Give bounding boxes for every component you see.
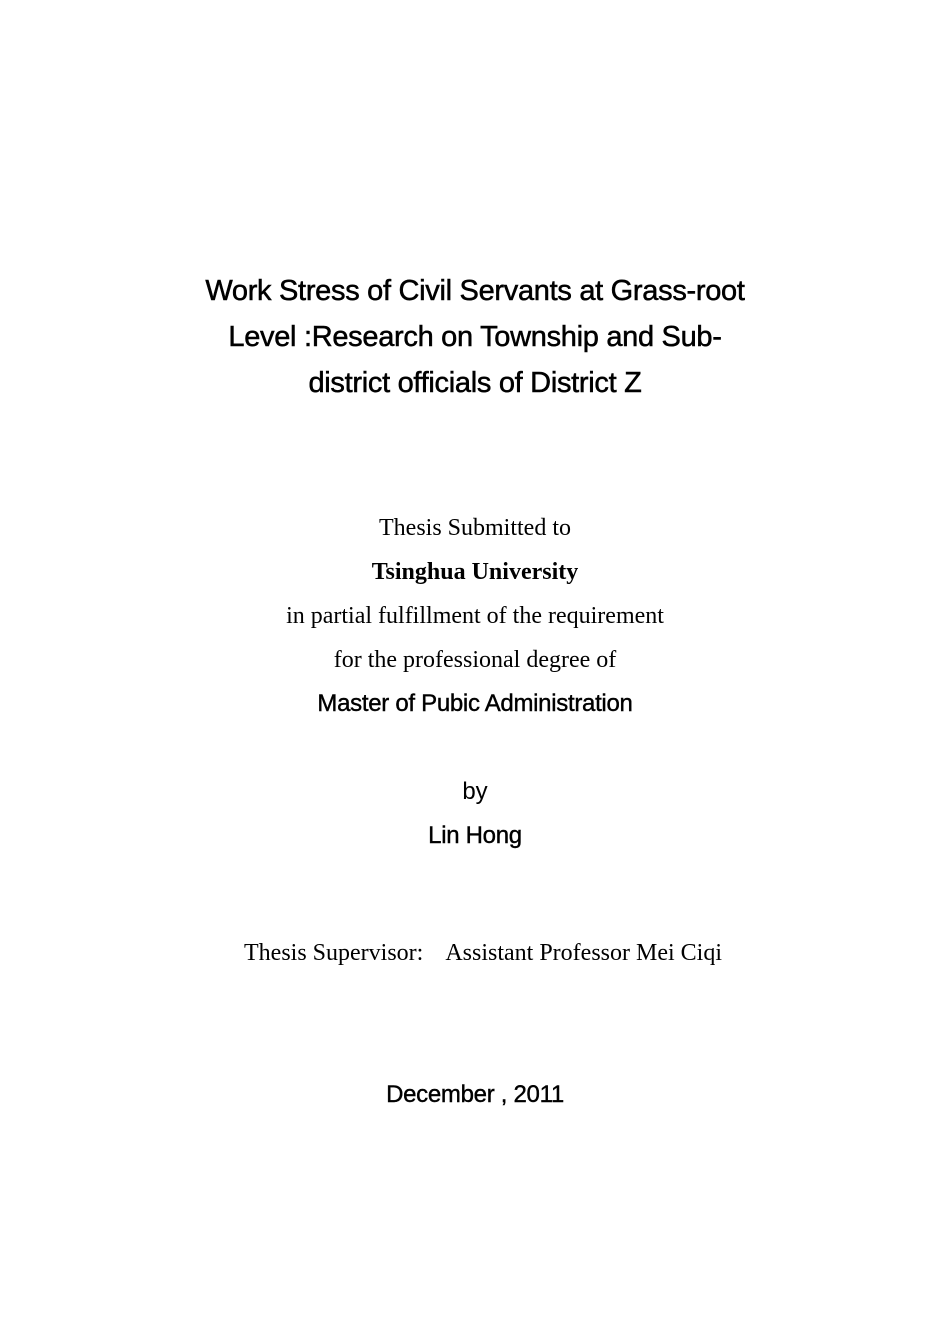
university-name: Tsinghua University — [371, 559, 579, 585]
thesis-title — [0, 268, 950, 406]
supervisor-line — [244, 936, 722, 970]
by-label: by — [462, 778, 488, 805]
supervisor-label: Thesis Supervisor: — [244, 940, 424, 966]
degree-intro-text: for the professional degree of — [333, 647, 617, 673]
submission-date: December , 2011 — [386, 1081, 564, 1108]
thesis-title-line-2: Level :Research on Township and Sub- — [228, 321, 722, 353]
fulfillment-text: in partial fulfillment of the requirement — [286, 603, 664, 629]
thesis-title-line-3: district officials of District Z — [308, 367, 642, 399]
thesis-title-line-1: Work Stress of Civil Servants at Grass-root — [205, 275, 745, 307]
author-name: Lin Hong — [428, 822, 522, 849]
submission-statement — [0, 506, 950, 726]
submitted-to-text: Thesis Submitted to — [379, 515, 571, 541]
degree-name: Master of Pubic Administration — [317, 690, 633, 717]
supervisor-name: Assistant Professor Mei Ciqi — [445, 940, 722, 966]
